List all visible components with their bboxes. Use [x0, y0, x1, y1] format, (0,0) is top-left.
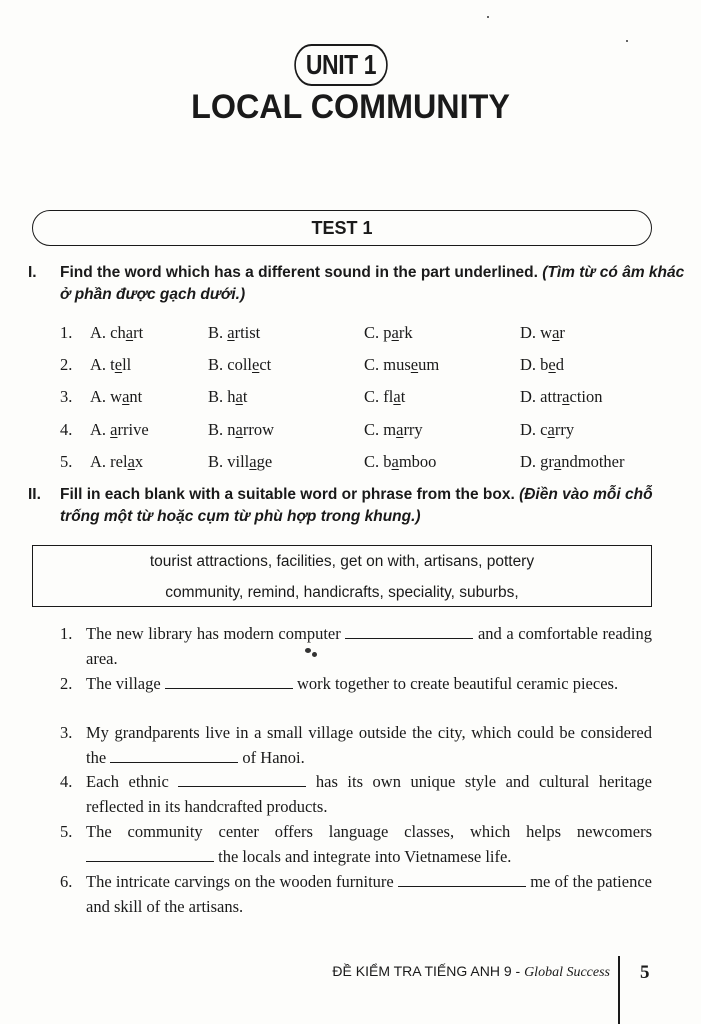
item-number: 4.: [60, 772, 73, 791]
item-text-after: and a comfortable reading area.: [86, 624, 653, 668]
option-text: mus: [383, 355, 411, 374]
underlined-part: e: [548, 355, 556, 374]
answer-option: [364, 420, 423, 440]
option-text: A.: [90, 387, 111, 406]
underlined-part: a: [552, 323, 560, 342]
option-text: um: [418, 355, 440, 374]
option-text: w: [540, 323, 553, 342]
underlined-part: a: [227, 323, 235, 342]
question-number: 5.: [60, 452, 73, 471]
option-text: x: [134, 452, 144, 471]
item-text: [86, 769, 652, 819]
option-text: B.: [208, 420, 228, 439]
answer-option: [208, 420, 274, 440]
section-number: II.: [28, 486, 41, 503]
option-text: b: [383, 452, 392, 471]
option-text: c: [540, 420, 548, 439]
question-row: [60, 323, 680, 347]
item-text: [86, 671, 652, 696]
option-text: rt: [133, 323, 144, 342]
section-number: I.: [28, 264, 37, 281]
underlined-part: a: [110, 420, 118, 439]
option-text: C.: [364, 420, 384, 439]
question-number: 4.: [60, 420, 73, 439]
option-text: C.: [364, 323, 384, 342]
section-instruction-vn: (Tìm từ có âm khác ở phần được gạch dưới.): [60, 264, 685, 303]
answer-option: [520, 452, 625, 472]
option-text: coll: [227, 355, 253, 374]
item-number: 1.: [60, 624, 73, 643]
answer-blank: [86, 847, 214, 862]
item-text-before: The community center offers language classes, which helps newcomers: [86, 822, 652, 841]
item-text-after: has its own unique style and cultural heritage reflected in its handcrafted products.: [86, 772, 652, 816]
option-text: m: [383, 420, 397, 439]
scan-speck: [626, 40, 628, 42]
underlined-part: a: [553, 452, 562, 471]
underlined-part: e: [410, 355, 419, 374]
section-instruction-vn: (Điền vào mỗi chỗ trống một từ hoặc cụm từ phù hợp trong khung.): [60, 486, 653, 525]
answer-blank: [345, 624, 473, 639]
option-text: b: [540, 355, 549, 374]
underlined-part: a: [127, 452, 135, 471]
option-text: fl: [383, 387, 394, 406]
answer-option: [90, 452, 143, 472]
underlined-part: a: [547, 420, 555, 439]
book-title: ĐỀ KIỂM TRA TIẾNG ANH 9 -: [332, 963, 525, 979]
item-text-after: work together to create beautiful ceramic pieces.: [296, 674, 619, 693]
underlined-part: a: [122, 387, 130, 406]
option-text: rrow: [242, 420, 274, 439]
option-text: t: [400, 387, 406, 406]
answer-option: [364, 323, 413, 343]
answer-option: [90, 323, 143, 343]
option-text: B.: [208, 452, 228, 471]
question-row: [60, 420, 680, 444]
question-number: 3.: [60, 387, 73, 406]
underlined-part: a: [125, 323, 134, 342]
item-number: 3.: [60, 723, 73, 742]
option-text: B.: [208, 387, 228, 406]
scan-speck: [487, 16, 489, 18]
item-number: 5.: [60, 822, 73, 841]
option-text: A.: [90, 323, 111, 342]
underlined-part: e: [114, 355, 123, 374]
test-banner: [32, 210, 652, 246]
question-number: 2.: [60, 355, 73, 374]
option-text: rel: [110, 452, 128, 471]
item-text: [86, 720, 652, 770]
answer-option: [208, 452, 272, 472]
option-text: rry: [403, 420, 423, 439]
option-text: rtist: [234, 323, 261, 342]
answer-option: [364, 387, 405, 407]
option-text: D.: [520, 355, 541, 374]
option-text: C.: [364, 355, 384, 374]
question-row: [60, 355, 680, 379]
option-text: t: [110, 355, 115, 374]
answer-option: [364, 452, 436, 472]
option-text: A.: [90, 452, 111, 471]
scan-speck: [305, 648, 311, 653]
item-text-after: me of the patience and skill of the artisans.: [86, 872, 652, 916]
series-name: Global Success: [524, 965, 610, 980]
underlined-part: a: [391, 452, 399, 471]
option-text: D.: [520, 420, 541, 439]
underlined-part: a: [249, 452, 257, 471]
option-text: r: [559, 323, 565, 342]
answer-blank: [165, 674, 293, 689]
unit-label: [294, 44, 387, 86]
option-text: ge: [256, 452, 273, 471]
option-text: rry: [554, 420, 575, 439]
item-text: [86, 621, 652, 671]
underlined-part: a: [235, 387, 243, 406]
option-text: vill: [227, 452, 250, 471]
item-number: 2.: [60, 674, 73, 693]
option-text: w: [110, 387, 123, 406]
option-text: A.: [90, 355, 111, 374]
underlined-part: a: [562, 387, 570, 406]
answer-option: [364, 355, 439, 375]
option-text: ndmother: [561, 452, 625, 471]
section-instruction: Find the word which has a different sound in the part underlined. (Tìm từ có âm khác ở phần được gạch dưới.): [60, 264, 685, 303]
word-box-line: tourist attractions, facilities, get on with, artisans, pottery: [149, 553, 535, 570]
answer-option: [208, 387, 247, 407]
answer-option: [520, 355, 564, 375]
option-text: D.: [520, 452, 541, 471]
footer-title: [250, 963, 610, 981]
item-text: [86, 819, 652, 869]
answer-option: [520, 323, 565, 343]
section-instruction: Fill in each blank with a suitable word or phrase from the box. (Điền vào mỗi chỗ trống một từ hoặc cụm từ phù hợp trong khung.): [60, 486, 653, 525]
item-text-before: The intricate carvings on the wooden furniture: [86, 872, 394, 891]
answer-option: [520, 387, 603, 407]
unit-label-text: UNIT 1: [305, 49, 377, 80]
underlined-part: e: [252, 355, 260, 374]
footer-divider: [618, 956, 620, 1024]
answer-blank: [398, 872, 526, 887]
unit-title: LOCAL COMMUNITY: [191, 88, 510, 126]
option-text: C.: [364, 387, 384, 406]
option-text: attr: [540, 387, 563, 406]
option-text: t: [242, 387, 248, 406]
word-box: [32, 545, 652, 607]
option-text: p: [383, 323, 392, 342]
option-text: d: [555, 355, 564, 374]
option-text: C.: [364, 452, 384, 471]
option-text: h: [227, 387, 236, 406]
option-text: ct: [259, 355, 272, 374]
option-text: n: [227, 420, 236, 439]
option-text: B.: [208, 355, 228, 374]
question-row: [60, 452, 680, 476]
underlined-part: a: [396, 420, 404, 439]
answer-option: [90, 387, 142, 407]
word-box-line: community, remind, handicrafts, speciality, suburbs,: [165, 584, 519, 601]
item-text-before: Each ethnic: [86, 772, 169, 791]
item-text-before: The new library has modern computer: [86, 624, 341, 643]
option-text: ction: [569, 387, 603, 406]
item-text-before: The village: [86, 674, 161, 693]
option-text: A.: [90, 420, 111, 439]
item-text-after: of Hanoi.: [242, 748, 305, 767]
option-text: D.: [520, 387, 541, 406]
option-text: D.: [520, 323, 541, 342]
item-number: 6.: [60, 872, 73, 891]
underlined-part: a: [235, 420, 243, 439]
scan-speck: [312, 652, 317, 657]
underlined-part: a: [393, 387, 401, 406]
option-text: B.: [208, 323, 228, 342]
answer-option: [520, 420, 574, 440]
option-text: rrive: [117, 420, 149, 439]
item-text-before: My grandparents live in a small village outside the city, which could be considered the: [86, 723, 652, 767]
option-text: rk: [398, 323, 413, 342]
option-text: nt: [129, 387, 143, 406]
option-text: ch: [110, 323, 126, 342]
answer-option: [208, 323, 260, 343]
underlined-part: a: [391, 323, 399, 342]
answer-option: [90, 355, 131, 375]
item-text: [86, 869, 652, 919]
question-number: 1.: [60, 323, 73, 342]
page-number: 5: [640, 962, 650, 983]
answer-option: [90, 420, 149, 440]
option-text: mboo: [398, 452, 437, 471]
test-title: TEST 1: [311, 217, 373, 238]
option-text: ll: [122, 355, 132, 374]
answer-option: [208, 355, 271, 375]
answer-blank: [178, 772, 306, 787]
option-text: gr: [540, 452, 554, 471]
question-row: [60, 387, 680, 411]
answer-blank: [110, 748, 238, 763]
item-text-after: the locals and integrate into Vietnamese life.: [218, 847, 512, 866]
